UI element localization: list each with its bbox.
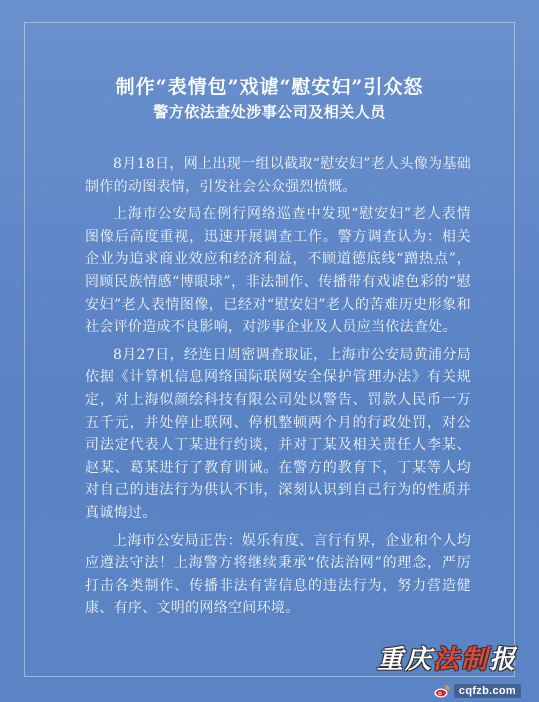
- source-url[interactable]: cqfzb.com: [454, 684, 521, 698]
- paragraph-3: 8月27日，经连日周密调查取证，上海市公安局黄浦分局依据《计算机信息网络国际联网安全保护管理办法》有关规定，对上海似颜绘科技有限公司处以警告、罚款人民币一万五千元，并处停止联网、停机整顿两个月的行政处罚，对公司法定代表人丁某进行约谈，并对丁某及相关责任人李某、赵某、葛某进行了教育训诫。在警方的教育下，丁某等人均对自己的违法行为供认不讳，深刻认识到自己行为的性质并真诚悔过。: [85, 346, 471, 521]
- watermark-logo: [377, 639, 517, 676]
- watermark-text-1: 重庆: [376, 645, 433, 675]
- source-bar: [434, 684, 521, 698]
- watermark-text-accent: 法制: [432, 645, 489, 675]
- paragraph-4: 上海市公安局正告：娱乐有度、言行有界，企业和个人均应遵法守法！上海警方将继续秉承“依法治网”的理念，严厉打击各类制作、传播非法有害信息的违法行为，努力营造健康、有序、文明的网络空间环境。: [85, 532, 471, 617]
- weibo-icon: [434, 684, 450, 698]
- document-title: 制作“表情包”戏谑“慰安妇”引众怒: [115, 76, 424, 98]
- paragraph-2: 上海市公安局在例行网络巡查中发现“慰安妇”老人表情图像后高度重视，迅速开展调查工作。警方调查认为：相关企业为追求商业效应和经济利益，不顾道德底线“蹭热点”，罔顾民族情感“博眼球”，非法制作、传播带有戏谑色彩的“慰安妇”老人表情图像，已经对“慰安妇”老人的苦难历史形象和社会评价造成不良影响，对涉事企业及人员应当依法查处。: [85, 206, 471, 336]
- watermark-text-2: 报: [488, 645, 517, 675]
- document-body: [85, 153, 471, 625]
- paragraph-1: 8月18日，网上出现一组以截取“慰安妇”老人头像为基础制作的动图表情，引发社会公众强烈愤慨。: [85, 156, 471, 195]
- document-subtitle: 警方依法查处涉事公司及相关人员: [153, 103, 386, 121]
